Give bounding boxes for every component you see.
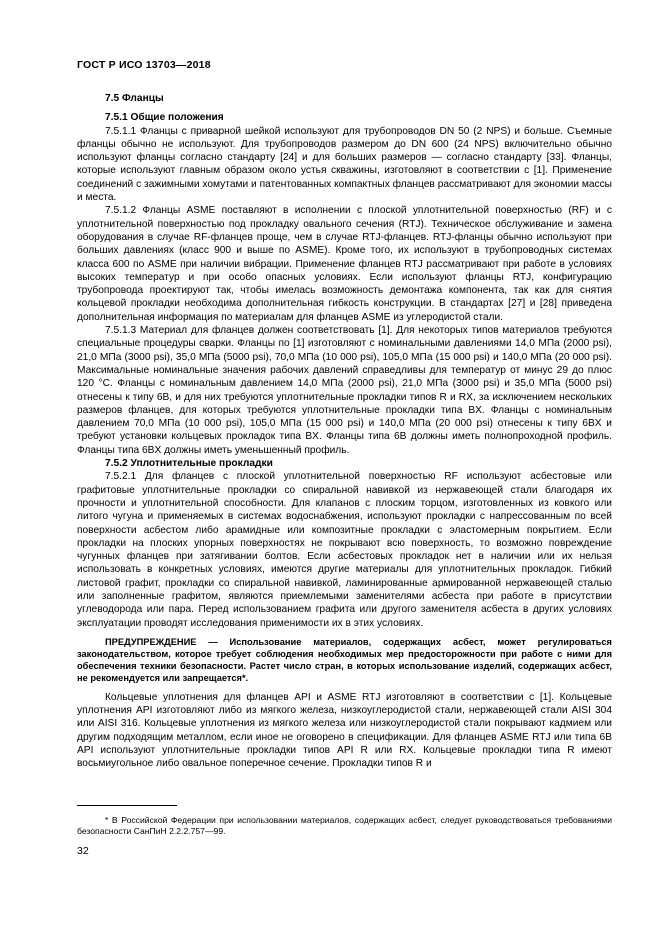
warning-note: ПРЕДУПРЕЖДЕНИЕ — Использование материалов, содержащих асбест, может регулироваться законодательством, которое требует соблюдения необходимых мер предосторожности при работе с ними для обеспечения техники безопасности. Растет число стран, в которых использование изделий, содержащих асбест, не рекомендуется или запрещается*.: [77, 636, 612, 684]
subsection-heading-gaskets: 7.5.2 Уплотнительные прокладки: [105, 458, 273, 470]
paragraph-7-5-1-3: 7.5.1.3 Материал для фланцев должен соответствовать [1]. Для некоторых типов материалов требуются специальные процедуры сварки. Фланцы по [1] изготовляют с номинальными давлениями 14,0 МПа (2000 psi), 21,0 МПа (3000 psi), 35,0 МПа (5000 psi), 70,0 МПа (10 000 psi), 105,0 МПа (15 000 psi) и 140,0 МПа (20 000 psi). Максимальные номинальные значения рабочих давлений справедливы для температур от минус 29 до плюс 120 °C. Фланцы с номинальным давлением 14,0 МПа (2000 psi), 21,0 МПа (3000 psi) и 35,0 МПа (5000 psi) отнесены к типу 6B, и для них требуются уплотнительные прокладки типов R и RX, за исключением нескольких размеров фланцев, для которых требуются уплотнительные прокладки типа BX. Фланцы с номинальным давлением 70,0 МПа (10 000 psi), 105,0 МПа (15 000 psi) и 140,0 МПа (20 000 psi) отнесены к типу 6BX и требуют установки кольцевых прокладок типа BX. Фланцы типа 6B должны иметь полнопроходной профиль. Фланцы типа 6BX должны иметь уменьшенный профиль.: [77, 325, 612, 456]
section-heading: 7.5 Фланцы: [105, 93, 164, 104]
document-body: [77, 92, 612, 770]
document-header: ГОСТ Р ИСО 13703—2018: [77, 59, 211, 71]
page-number: 32: [77, 845, 89, 857]
paragraph-7-5-1-1: 7.5.1.1 Фланцы с приварной шейкой используют для трубопроводов DN 50 (2 NPS) и больше. Съемные фланцы обычно не используют. Для трубопроводов размером до DN 600 (24 NPS) включительно обычно используют фланцы согласно стандарту [24] и для больших размеров — согласно стандарту [33]. Фланцы, которые используют главным образом около устья скважины, изготовляют в соответствии с [1]. Применение соединений с зажимными хомутами и патентованных компактных фланцев рассматривают для экономии массы и места.: [77, 125, 612, 204]
paragraph-7-5-1-2: 7.5.1.2 Фланцы ASME поставляют в исполнении с плоской уплотнительной поверхностью (RF) и с уплотнительной поверхностью под прокладку овального сечения (RTJ). Техническое обслуживание и замена оборудования в случае RF-фланцев проще, чем в случае RTJ-фланцев. RTJ-фланцы обычно используют при больших давлениях (класс 900 и выше по ASME). Кроме того, их используют в трубопроводных системах класса 600 по ASME при наличии вибрации. Применение фланцев RTJ рассматривают при работе в условиях высоких температур и при особо опасных условиях. Если используют фланцы RTJ, конфигурацию трубопровода проектируют так, чтобы имелась возможность демонтажа компонента, так как для снятия кольцевой прокладки необходима дополнительная гибкость конструкции. В стандартах [27] и [28] приведена дополнительная информация по материалам для фланцев ASME из углеродистой стали.: [77, 205, 612, 323]
footnote: * В Российской Федерации при использовании материалов, содержащих асбест, следует руководствоваться требованиями безопасности СанПиН 2.2.2.757—99.: [77, 815, 612, 836]
paragraph-ring-gaskets: Кольцевые уплотнения для фланцев API и ASME RTJ изготовляют в соответствии с [1]. Кольцевые уплотнения API изготовляют либо из мягкого железа, низкоуглеродистой стали, нержавеющей стали AISI 304 или AISI 316. Кольцевые уплотнения из мягкого железа или низкоуглеродистой стали покрывают кадмием или другим подходящим металлом, если иное не оговорено в спецификации. Для фланцев ASME RTJ или типа 6B API используют уплотнительные прокладки типов API R или RX. Кольцевые прокладки типа R имеют восьмиугольное либо овальное поперечное сечение. Прокладки типов R и: [77, 691, 612, 770]
subsection-heading-general: 7.5.1 Общие положения: [105, 112, 224, 124]
paragraph-7-5-2-1: 7.5.2.1 Для фланцев с плоской уплотнительной поверхностью RF используют асбестовые или графитовые уплотнительные прокладки со спиральной навивкой из нержавеющей стали благодаря их прочности и уплотнительной способности. Для клапанов с плоским торцом, изготовленных из ковкого или литого чугуна и применяемых в системах водоснабжения, используют прокладки с напрессованным по всей поверхности асбестом либо арамидные или композитные прокладки с эластомерным покрытием. Если прокладки на плоских упорных поверхностях не покрывают всю поверхность, то возможно повреждение чугунных фланцев при затягивании болтов. Если асбестовых прокладок нет в наличии или их нельзя использовать в конкретных условиях, имеются другие материалы для уплотнительных прокладок. Гибкий листовой графит, прокладки со спиральной навивкой, ламинированные армированной нержавеющей сталью или заполненные графитом, являются приемлемыми заменителями асбеста при работе в присутствии углеводорода или пара. Перед использованием графита или другого заменителя асбеста в других условиях эксплуатации проводят исследования применимости их в этих условиях.: [77, 471, 612, 629]
footnote-divider: [77, 805, 177, 806]
